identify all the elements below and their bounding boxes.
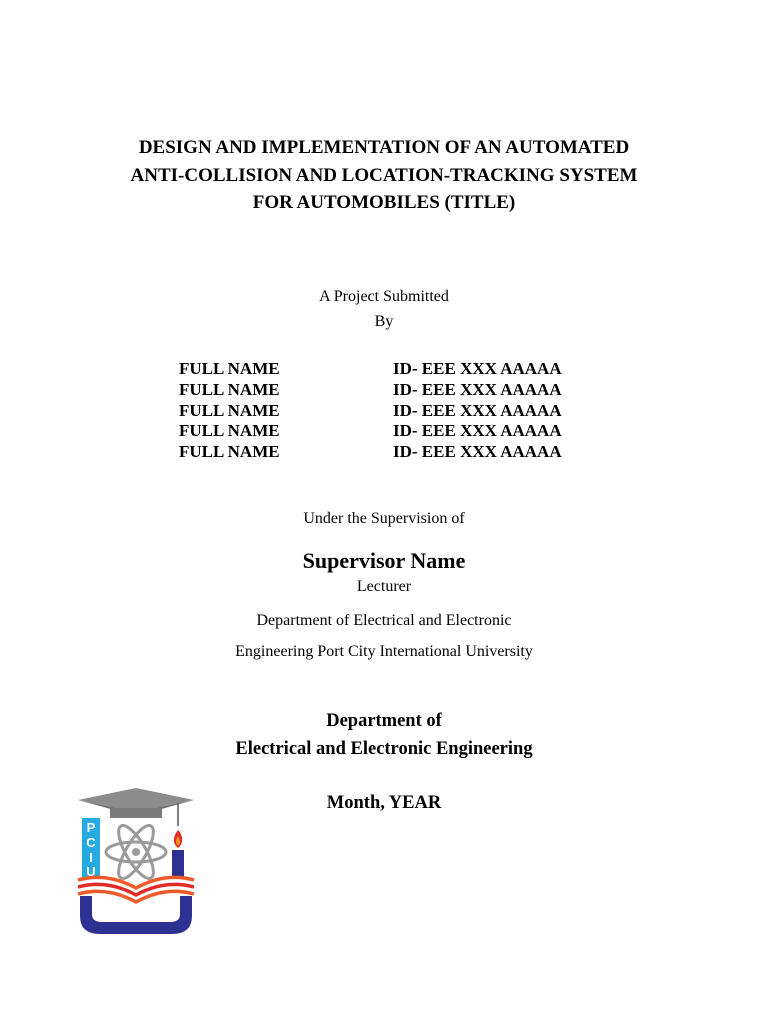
title-line-3: FOR AUTOMOBILES (TITLE) bbox=[252, 192, 516, 213]
supervision-text: Under the Supervision of bbox=[303, 510, 465, 527]
member-row bbox=[0, 442, 768, 463]
member-row bbox=[0, 401, 768, 422]
member-row bbox=[0, 359, 768, 380]
member-id: ID- EEE XXX AAAAA bbox=[393, 421, 562, 441]
member-id: ID- EEE XXX AAAAA bbox=[393, 379, 562, 399]
book-icon bbox=[78, 877, 194, 902]
department-heading-line-2: Electrical and Electronic Engineering bbox=[235, 739, 533, 759]
supervisor-department-line-2: Engineering Port City International University bbox=[235, 643, 533, 660]
title-line-1: DESIGN AND IMPLEMENTATION OF AN AUTOMATED bbox=[138, 137, 630, 158]
member-name: FULL NAME bbox=[179, 421, 280, 441]
submitted-text: A Project Submitted bbox=[319, 288, 449, 305]
pciu-logo bbox=[74, 786, 198, 936]
torch-icon bbox=[172, 830, 184, 878]
supervisor-department-line-1: Department of Electrical and Electronic bbox=[256, 612, 512, 629]
member-id: ID- EEE XXX AAAAA bbox=[393, 442, 562, 462]
supervisor-role: Lecturer bbox=[356, 578, 412, 595]
submission-date: Month, YEAR bbox=[326, 793, 442, 813]
department-heading-line-1: Department of bbox=[326, 711, 442, 731]
logo-letter-u: U bbox=[86, 864, 96, 879]
member-name: FULL NAME bbox=[179, 379, 280, 399]
atom-icon bbox=[106, 821, 166, 883]
logo-letter-i: I bbox=[89, 850, 93, 865]
member-id: ID- EEE XXX AAAAA bbox=[393, 359, 562, 378]
member-name: FULL NAME bbox=[179, 359, 280, 378]
logo-letter-c: C bbox=[86, 835, 96, 850]
member-name: FULL NAME bbox=[179, 400, 280, 420]
member-name: FULL NAME bbox=[179, 442, 280, 462]
member-list bbox=[0, 359, 768, 463]
letter-column bbox=[82, 818, 100, 879]
by-text: By bbox=[374, 313, 394, 330]
logo-letter-p: P bbox=[86, 820, 96, 835]
member-row bbox=[0, 380, 768, 401]
title-line-2: ANTI-COLLISION AND LOCATION-TRACKING SYSTEM bbox=[130, 164, 638, 186]
member-id: ID- EEE XXX AAAAA bbox=[393, 400, 562, 420]
supervisor-name: Supervisor Name bbox=[302, 548, 466, 573]
member-row bbox=[0, 421, 768, 442]
project-title bbox=[84, 134, 684, 217]
